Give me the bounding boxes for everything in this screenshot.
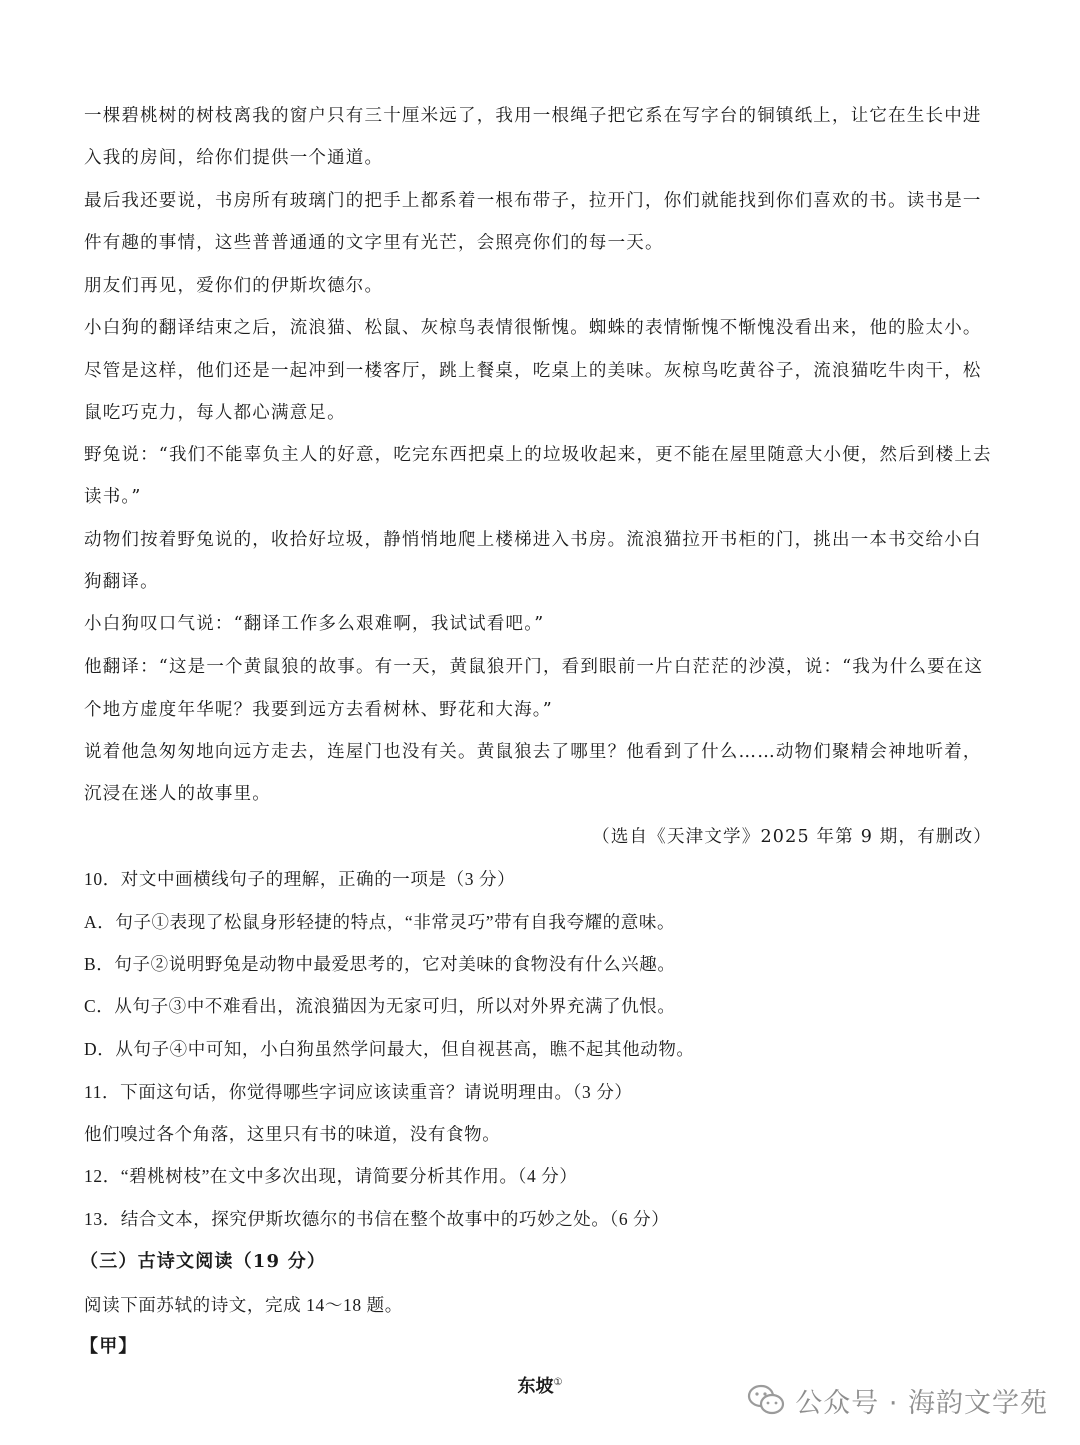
watermark	[747, 1380, 1048, 1420]
section-heading: （三）古诗文阅读（19 分）	[80, 1251, 327, 1272]
passage-line: 入我的房间，给你们提供一个通道。	[84, 148, 384, 168]
section-instruction: 阅读下面苏轼的诗文，完成 14～18 题。	[84, 1295, 403, 1315]
passage-line: 读书。”	[84, 487, 142, 507]
passage-line: 最后我还要说，书房所有玻璃门的把手上都系着一根布带子，拉开门，你们就能找到你们喜欢的书。读书是一	[84, 191, 982, 211]
question-12: 12．“碧桃树枝”在文中多次出现，请简要分析其作用。（4 分）	[84, 1166, 578, 1186]
passage-line: 一棵碧桃树的树枝离我的窗户只有三十厘米远了，我用一根绳子把它系在写字台的铜镇纸上，让它在生长中进	[84, 106, 982, 126]
passage-line: 小白狗叹口气说：“翻译工作多么艰难啊，我试试看吧。”	[84, 614, 545, 634]
passage-line: 他翻译：“这是一个黄鼠狼的故事。有一天，黄鼠狼开门，看到眼前一片白茫茫的沙漠，说：“我为什么要在这	[84, 657, 984, 677]
question-10-option-a: A．句子①表现了松鼠身形轻捷的特点，“非常灵巧”带有自我夸耀的意味。	[84, 912, 676, 932]
wechat-icon	[747, 1384, 785, 1416]
passage-line: 野兔说：“我们不能辜负主人的好意，吃完东西把桌上的垃圾收起来，更不能在屋里随意大小便，然后到楼上去	[84, 445, 992, 465]
passage-line: 沉浸在迷人的故事里。	[84, 784, 271, 804]
source-citation: （选自《天津文学》2025 年第 9 期，有删改）	[592, 827, 992, 847]
question-11-sentence: 他们嗅过各个角落，这里只有书的味道，没有食物。	[84, 1124, 501, 1144]
watermark-text: 公众号 · 海韵文学苑	[795, 1387, 1048, 1419]
passage-line: 小白狗的翻译结束之后，流浪猫、松鼠、灰椋鸟表情很惭愧。蜘蛛的表情惭愧不惭愧没看出来，他的脸太小。	[84, 318, 982, 338]
passage-line: 朋友们再见，爱你们的伊斯坎德尔。	[84, 276, 384, 296]
question-13: 13．结合文本，探究伊斯坎德尔的书信在整个故事中的巧妙之处。（6 分）	[84, 1209, 670, 1229]
question-11: 11．下面这句话，你觉得哪些字词应该读重音？请说明理由。（3 分）	[84, 1082, 633, 1102]
passage-line: 说着他急匆匆地向远方走去，连屋门也没有关。黄鼠狼去了哪里？他看到了什么……动物们聚精会神地听着，	[84, 742, 982, 762]
poem-title-text: 东坡	[517, 1376, 554, 1397]
passage-line: 件有趣的事情，这些普普通通的文字里有光芒，会照亮你们的每一天。	[84, 233, 664, 253]
passage-line: 个地方虚度年华呢？我要到远方去看树林、野花和大海。”	[84, 700, 553, 720]
poem-title-footnote-mark: ①	[553, 1377, 563, 1388]
passage-line: 动物们按着野兔说的，收拾好垃圾，静悄悄地爬上楼梯进入书房。流浪猫拉开书柜的门，挑出一本书交给小白	[84, 530, 982, 550]
question-10-option-c: C．从句子③中不难看出，流浪猫因为无家可归，所以对外界充满了仇恨。	[84, 996, 676, 1016]
passage-line: 鼠吃巧克力，每人都心满意足。	[84, 403, 346, 423]
passage-line: 尽管是这样，他们还是一起冲到一楼客厅，跳上餐桌，吃桌上的美味。灰椋鸟吃黄谷子，流浪猫吃牛肉干，松	[84, 361, 982, 381]
question-10-option-b: B．句子②说明野兔是动物中最爱思考的，它对美味的食物没有什么兴趣。	[84, 954, 676, 974]
passage-line: 狗翻译。	[84, 572, 159, 592]
label-jia: 【甲】	[80, 1336, 138, 1357]
question-10-option-d: D．从句子④中可知，小白狗虽然学问最大，但自视甚高，瞧不起其他动物。	[84, 1039, 695, 1059]
question-10: 10．对文中画横线句子的理解，正确的一项是（3 分）	[84, 869, 516, 889]
